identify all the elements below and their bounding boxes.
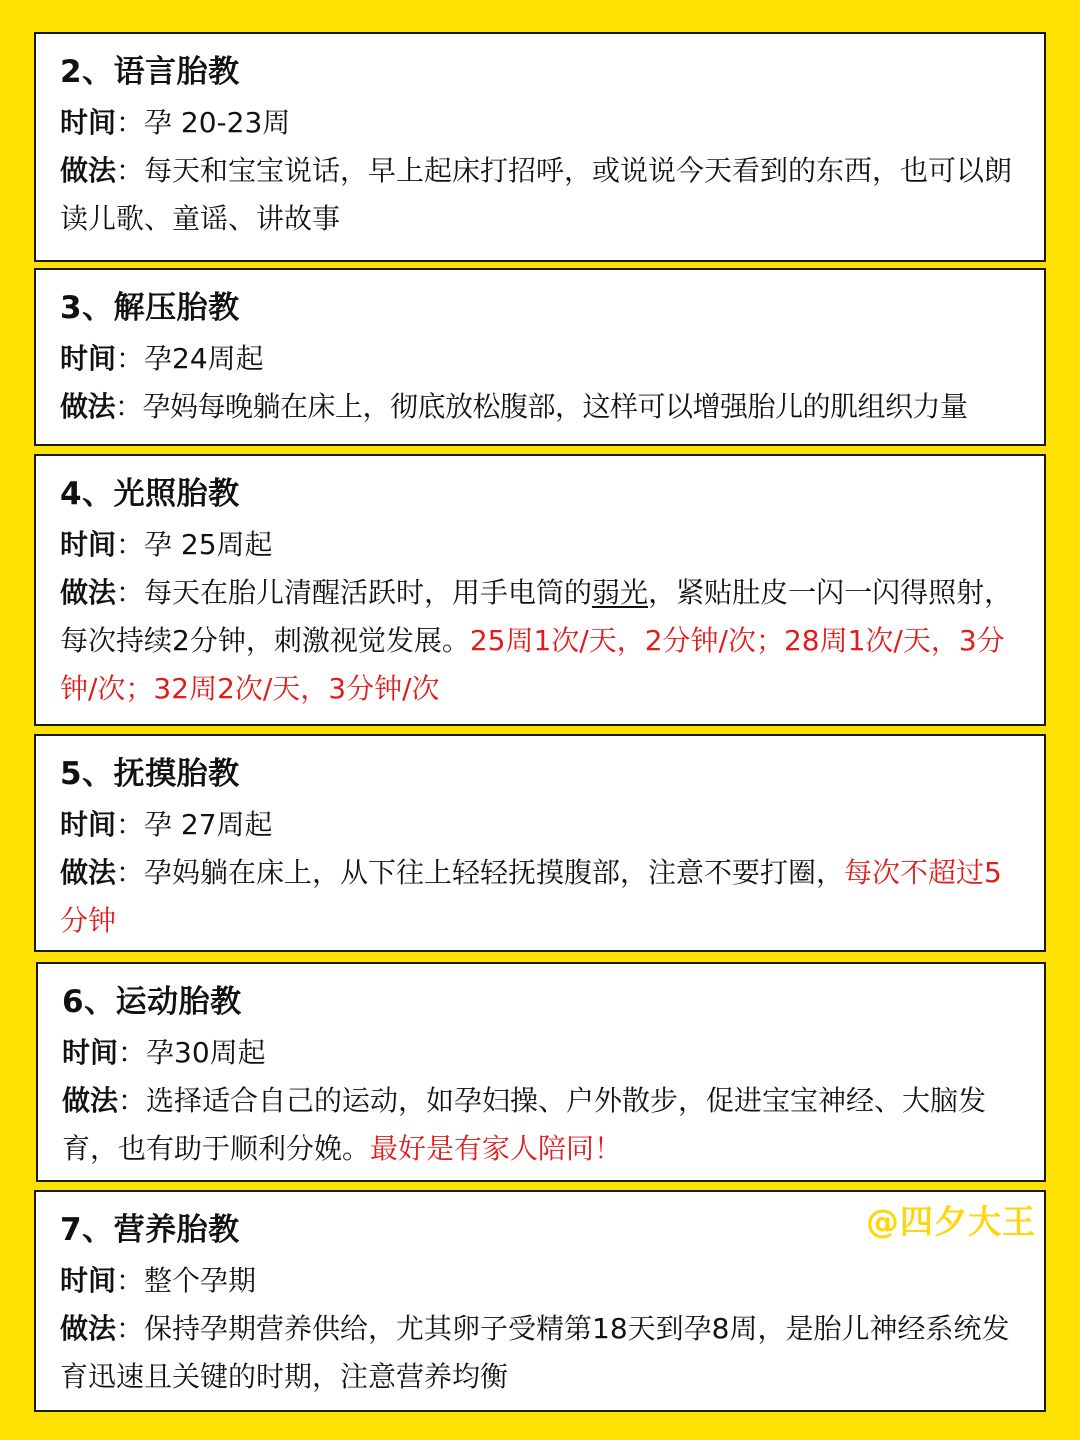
time-label: 时间 [60, 528, 117, 561]
method-label: 做法 [60, 856, 117, 889]
time-row [60, 335, 1044, 383]
method-label: 做法 [62, 1084, 119, 1117]
colon: ： [116, 1264, 145, 1297]
method-row [60, 383, 1044, 431]
time-label: 时间 [60, 342, 117, 375]
section-card-touch [34, 734, 1046, 952]
time-label: 时间 [60, 1264, 117, 1297]
colon: ： [116, 808, 145, 841]
method-text: ，紧贴肚皮一闪一闪得照射，每次持续2分钟，刺激视觉发展。 [60, 576, 1013, 657]
method-text: 孕妈躺在床上，从下往上轻轻抚摸腹部，注意不要打圈， [144, 856, 845, 889]
time-row [62, 1029, 1044, 1077]
section-title: 2、语言胎教 [60, 54, 240, 90]
time-row [60, 521, 1044, 569]
section-card-exercise [36, 962, 1046, 1182]
time-row [60, 99, 1044, 147]
time-value: 孕 20-23周 [144, 106, 291, 139]
method-row [60, 1305, 1044, 1401]
time-row [60, 801, 1044, 849]
time-value: 孕 25周起 [144, 528, 273, 561]
section-title: 5、抚摸胎教 [60, 756, 240, 792]
time-label: 时间 [60, 106, 117, 139]
colon: ： [116, 856, 145, 889]
time-value: 孕30周起 [146, 1036, 266, 1069]
section-title: 4、光照胎教 [60, 476, 240, 512]
method-row [60, 147, 1044, 243]
method-label: 做法 [60, 576, 117, 609]
method-row [62, 1077, 1044, 1173]
colon: ： [116, 1312, 145, 1345]
method-text: 保持孕期营养供给，尤其卵子受精第18天到孕8周，是胎儿神经系统发育迅速且关键的时期，注意营养均衡 [60, 1312, 1010, 1393]
method-underline: 弱光 [592, 576, 649, 609]
section-title: 7、营养胎教 [60, 1212, 240, 1248]
method-highlight: 最好是有家人陪同！ [370, 1132, 623, 1165]
method-text: 每天在胎儿清醒活跃时，用手电筒的 [144, 576, 593, 609]
method-label: 做法 [60, 1312, 117, 1345]
method-text: 每天和宝宝说话，早上起床打招呼，或说说今天看到的东西，也可以朗读儿歌、童谣、讲故事 [60, 154, 1013, 235]
time-row [60, 1257, 1044, 1305]
colon: ： [116, 106, 145, 139]
colon: ： [116, 576, 145, 609]
colon: ： [118, 1036, 147, 1069]
colon: ： [116, 342, 145, 375]
method-label: 做法 [60, 390, 116, 423]
time-label: 时间 [60, 808, 117, 841]
colon: ： [118, 1084, 147, 1117]
method-row [60, 569, 1044, 713]
time-value: 孕 27周起 [144, 808, 273, 841]
method-highlight: 每次不超过5分钟 [60, 856, 1002, 937]
section-card-light [34, 454, 1046, 726]
method-label: 做法 [60, 154, 117, 187]
time-value: 孕24周起 [144, 342, 264, 375]
method-text: 选择适合自己的运动，如孕妇操、户外散步，促进宝宝神经、大脑发育，也有助于顺利分娩。 [62, 1084, 987, 1165]
colon: ： [116, 528, 145, 561]
section-card-language [34, 32, 1046, 262]
section-title: 6、运动胎教 [62, 984, 242, 1020]
colon: ： [116, 154, 145, 187]
method-highlight: 25周1次/天，2分钟/次；28周1次/天，3分钟/次；32周2次/天，3分钟/次 [60, 624, 1005, 705]
section-title: 3、解压胎教 [60, 290, 240, 326]
method-row [60, 849, 1044, 945]
time-label: 时间 [62, 1036, 119, 1069]
time-value: 整个孕期 [144, 1264, 257, 1297]
method-text: 孕妈每晚躺在床上，彻底放松腹部，这样可以增强胎儿的肌组织力量 [142, 390, 968, 423]
colon: ： [115, 390, 143, 423]
watermark: @四夕大王 [866, 1202, 1036, 1241]
section-card-relaxation [34, 268, 1046, 446]
